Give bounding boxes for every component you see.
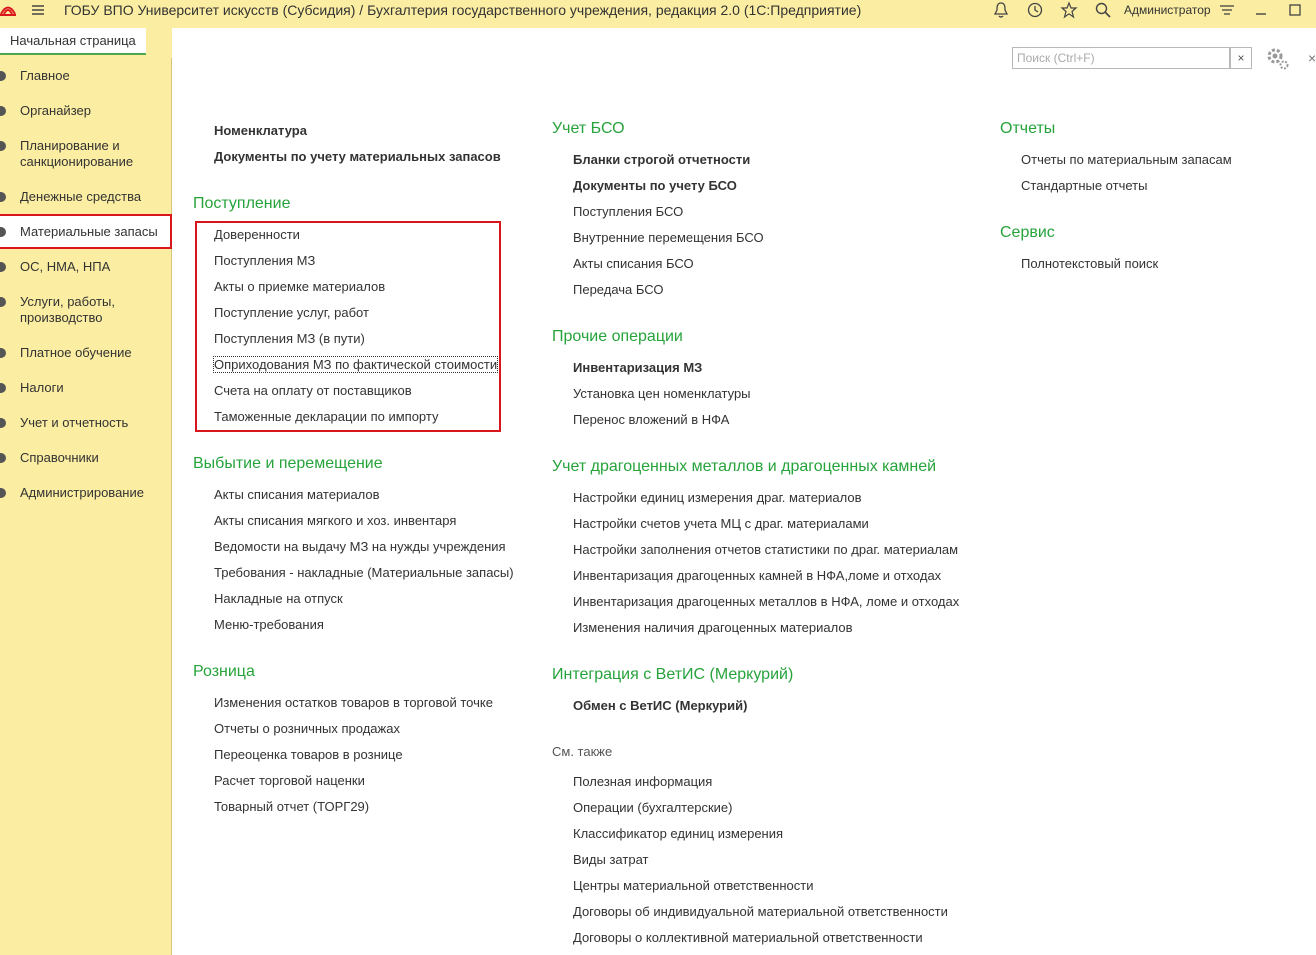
other-link-1[interactable]: Установка цен номенклатуры [573, 386, 751, 401]
sidebar-item-accounting[interactable] [0, 415, 172, 447]
close-icon[interactable]: × [1308, 50, 1316, 66]
search-icon[interactable] [1094, 1, 1112, 19]
catalogs-icon [0, 453, 6, 463]
sidebar-item-label: Материальные запасы [20, 224, 158, 239]
maximize-icon[interactable] [1286, 1, 1304, 19]
sidebar-item-money[interactable] [0, 189, 172, 221]
retail-link-3[interactable]: Расчет торговой наценки [214, 773, 365, 788]
section-retail-title: Розница [193, 663, 255, 680]
receipt-link-4[interactable]: Поступления МЗ (в пути) [214, 331, 365, 346]
menu-icon[interactable] [30, 2, 46, 18]
precious-link-5[interactable]: Изменения наличия драгоценных материалов [573, 620, 853, 635]
precious-link-2[interactable]: Настройки заполнения отчетов статистики по драг. материалам [573, 542, 959, 557]
sidebar-item-label: ОС, НМА, НПА [20, 259, 111, 274]
sidebar-item-main[interactable] [0, 68, 172, 100]
section-precious-title: Учет драгоценных металлов и драгоценных камней [552, 458, 937, 475]
section-reports-title: Отчеты [1000, 120, 1056, 137]
retail-link-0[interactable]: Изменения остатков товаров в торговой точке [214, 695, 493, 710]
services-icon [0, 297, 6, 307]
section-service-title: Сервис [1000, 224, 1055, 241]
main-icon [0, 71, 6, 81]
bell-icon[interactable] [992, 1, 1010, 19]
bso-link-0[interactable]: Бланки строгой отчетности [573, 152, 751, 167]
disposal-link-2[interactable]: Ведомости на выдачу МЗ на нужды учреждения [214, 539, 506, 554]
organizer-icon [0, 106, 6, 116]
see-also-link-5[interactable]: Договоры об индивидуальной материальной ответственности [573, 904, 948, 919]
gear-icon[interactable] [1264, 45, 1290, 71]
receipt-link-0[interactable]: Доверенности [214, 227, 300, 242]
sidebar [0, 58, 172, 955]
bso-link-4[interactable]: Акты списания БСО [573, 256, 694, 271]
bso-link-3[interactable]: Внутренние перемещения БСО [573, 230, 764, 245]
sidebar-item-services[interactable] [0, 294, 172, 326]
see-also-title: См. также [552, 744, 613, 759]
see-also-link-0[interactable]: Полезная информация [573, 774, 713, 789]
see-also-link-6[interactable]: Договоры о коллективной материальной ответственности [573, 930, 923, 945]
settings-lines-icon[interactable] [1218, 1, 1236, 19]
paid-education-icon [0, 348, 6, 358]
sidebar-item-catalogs[interactable] [0, 450, 172, 482]
planning-icon [0, 141, 6, 151]
section-other-title: Прочие операции [552, 328, 683, 345]
window-title: ГОБУ ВПО Университет искусств (Субсидия) / Бухгалтерия государственного учреждения, редакция 2.0 (1С:Предприятие) [64, 2, 862, 18]
receipt-link-6[interactable]: Счета на оплату от поставщиков [214, 383, 412, 398]
section-vetis-title: Интеграция с ВетИС (Меркурий) [552, 666, 794, 683]
disposal-link-0[interactable]: Акты списания материалов [214, 487, 380, 502]
fixed-assets-icon [0, 262, 6, 272]
sidebar-item-label: Органайзер [20, 103, 91, 118]
precious-link-3[interactable]: Инвентаризация драгоценных камней в НФА,ломе и отходах [573, 568, 942, 583]
reports-link-1[interactable]: Стандартные отчеты [1021, 178, 1148, 193]
title-bar [0, 0, 1316, 20]
sidebar-item-label: Планирование и санкционирование [20, 138, 134, 169]
precious-link-1[interactable]: Настройки счетов учета МЦ с драг. материалами [573, 516, 869, 531]
sidebar-item-materials[interactable] [0, 224, 172, 256]
current-user[interactable]: Администратор [1124, 3, 1211, 17]
sidebar-item-label: Учет и отчетность [20, 415, 129, 430]
sidebar-item-label: Денежные средства [20, 189, 142, 204]
star-icon[interactable] [1060, 1, 1078, 19]
receipt-link-1[interactable]: Поступления МЗ [214, 253, 316, 268]
see-also-link-3[interactable]: Виды затрат [573, 852, 649, 867]
precious-link-0[interactable]: Настройки единиц измерения драг. материалов [573, 490, 862, 505]
section-bso-title: Учет БСО [552, 120, 625, 137]
sidebar-item-administration[interactable] [0, 485, 172, 517]
service-link-0[interactable]: Полнотекстовый поиск [1021, 256, 1159, 271]
reports-link-0[interactable]: Отчеты по материальным запасам [1021, 152, 1232, 167]
other-link-2[interactable]: Перенос вложений в НФА [573, 412, 730, 427]
retail-link-4[interactable]: Товарный отчет (ТОРГ29) [214, 799, 370, 814]
other-link-0[interactable]: Инвентаризация МЗ [573, 360, 703, 375]
bso-link-1[interactable]: Документы по учету БСО [573, 178, 737, 193]
disposal-link-5[interactable]: Меню-требования [214, 617, 324, 632]
receipt-link-5[interactable]: Оприходования МЗ по фактической стоимости [214, 357, 498, 372]
link-mz-documents[interactable]: Документы по учету материальных запасов [214, 149, 501, 164]
bso-link-5[interactable]: Передача БСО [573, 282, 664, 297]
sidebar-item-planning[interactable] [0, 138, 172, 170]
history-icon[interactable] [1026, 1, 1044, 19]
materials-icon [0, 227, 6, 237]
link-nomenclature[interactable]: Номенклатура [214, 123, 307, 138]
disposal-link-3[interactable]: Требования - накладные (Материальные запасы) [214, 565, 514, 580]
precious-link-4[interactable]: Инвентаризация драгоценных металлов в НФА, ломе и отходах [573, 594, 960, 609]
retail-link-1[interactable]: Отчеты о розничных продажах [214, 721, 400, 736]
see-also-link-1[interactable]: Операции (бухгалтерские) [573, 800, 733, 815]
sidebar-item-fixed-assets[interactable] [0, 259, 172, 291]
minimize-icon[interactable] [1252, 1, 1270, 19]
section-disposal-title: Выбытие и перемещение [193, 455, 383, 472]
taxes-icon [0, 383, 6, 393]
money-icon [0, 192, 6, 202]
vetis-link-0[interactable]: Обмен с ВетИС (Меркурий) [573, 698, 748, 713]
section-receipt-title: Поступление [193, 195, 291, 212]
sidebar-item-label: Администрирование [20, 485, 144, 500]
disposal-link-4[interactable]: Накладные на отпуск [214, 591, 343, 606]
sidebar-item-label: Платное обучение [20, 345, 132, 360]
search-clear-button[interactable]: × [1230, 47, 1252, 69]
sidebar-item-taxes[interactable] [0, 380, 172, 412]
search-input[interactable]: Поиск (Ctrl+F) [1012, 47, 1230, 69]
disposal-link-1[interactable]: Акты списания мягкого и хоз. инвентаря [214, 513, 457, 528]
receipt-link-7[interactable]: Таможенные декларации по импорту [214, 409, 439, 424]
sidebar-item-label: Услуги, работы, производство [20, 294, 115, 325]
accounting-icon [0, 418, 6, 428]
sidebar-item-paid-education[interactable] [0, 345, 172, 377]
see-also-link-2[interactable]: Классификатор единиц измерения [573, 826, 784, 841]
sidebar-item-label: Справочники [20, 450, 99, 465]
sidebar-item-organizer[interactable] [0, 103, 172, 135]
tab-home[interactable]: Начальная страница [0, 28, 146, 55]
receipt-link-2[interactable]: Акты о приемке материалов [214, 279, 386, 294]
app-logo-icon [0, 3, 16, 17]
receipt-link-3[interactable]: Поступление услуг, работ [214, 305, 369, 320]
administration-icon [0, 488, 6, 498]
sidebar-item-label: Главное [20, 68, 70, 83]
bso-link-2[interactable]: Поступления БСО [573, 204, 684, 219]
see-also-link-4[interactable]: Центры материальной ответственности [573, 878, 814, 893]
sidebar-item-label: Налоги [20, 380, 64, 395]
retail-link-2[interactable]: Переоценка товаров в рознице [214, 747, 403, 762]
